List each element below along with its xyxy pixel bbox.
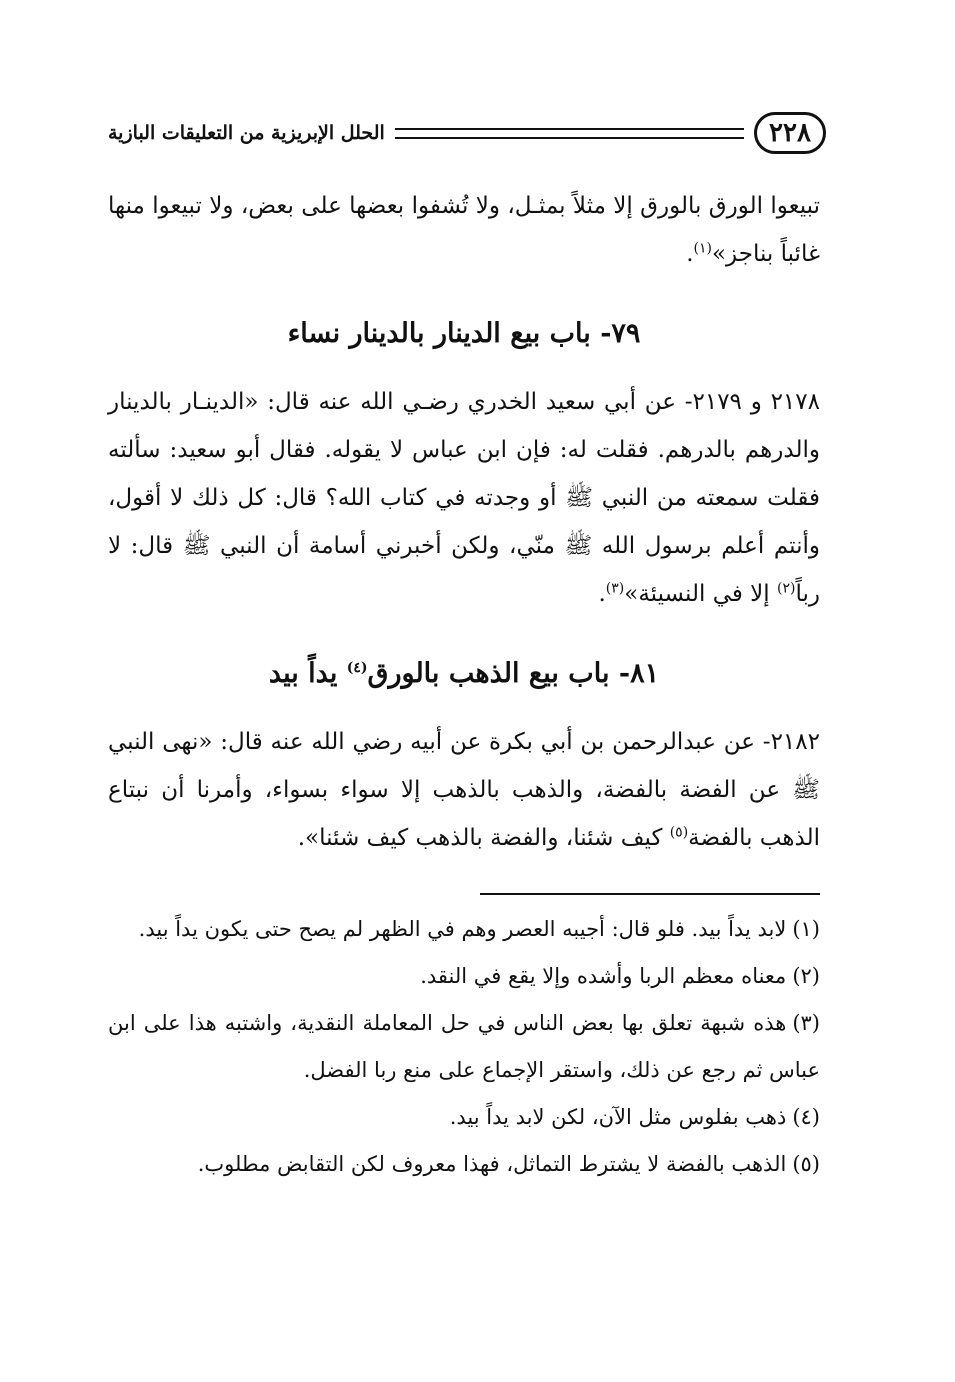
footnote-ref: (١) (693, 240, 712, 257)
page-number: ٢٢٨ (754, 112, 826, 154)
header-rule (395, 128, 744, 139)
footnote-ref: (٢) (777, 580, 796, 597)
chapter-heading: ٨١- باب بيع الذهب بالورق$^{(٤)}$ يداً بيد (268, 658, 660, 689)
footnote: (١)لابد يداً بيد. فلو قال: أجيبه العصر وهم في الظهر لم يصح حتى يكون يداً بيد. (138, 917, 820, 941)
chapter-heading: ٧٩- باب بيع الدينار بالدينار نساء (287, 318, 641, 349)
continued-paragraph: تبيعوا الورق بالورق إلا مثلاً بمثـل، ولا تُشفوا بعضها على بعض، ولا تبيعوا منها غائباً بناجز»$^{(١)}$. (108, 193, 820, 267)
footnote: (٤)ذهب بفلوس مثل الآن، لكن لابد يداً بيد. (449, 1105, 820, 1129)
footnote: (٣)هذه شبهة تعلق بها بعض الناس في حل المعاملة النقدية، واشتبه هذا على ابن عباس ثم رجع عن ذلك، واستقر الإجماع على منع ربا الفضل. (108, 1011, 820, 1082)
footnote-ref: (٥) (669, 824, 689, 841)
hadith-paragraph: ٢١٧٨ و ٢١٧٩- عن أبي سعيد الخدري رضـي الله عنه قال: «الدينـار بالدينار والدرهم بالدرهم. فقلت له: فإن ابن عباس لا يقوله. فقال أبو سعيد: سألته فقلت سمعته من النبي ﷺ أو وجدته في كتاب الله؟ قال: كل ذلك لا أقول، وأنتم أعلم برسول الله ﷺ منّي، ولكن أخبرني أسامة أن النبي ﷺ قال: لا رباً$^{(٢)}$ إلا في النسيئة»$^{(٣)}$. (108, 389, 820, 607)
footnotes (108, 906, 820, 1188)
footnote: (٥)الذهب بالفضة لا يشترط التماثل، فهذا معروف لكن التقابض مطلوب. (197, 1152, 820, 1176)
hadith-paragraph: ٢١٨٢- عن عبدالرحمن بن أبي بكرة عن أبيه رضي الله عنه قال: «نهى النبي ﷺ عن الفضة بالفضة، والذهب بالذهب إلا سواء بسواء، وأمرنا أن نبتاع الذهب بالفضة$^{(٥)}$ كيف شئنا، والفضة بالذهب كيف شئنا». (108, 729, 820, 851)
footnote-ref: (٣) (605, 580, 625, 597)
footnote-separator (480, 893, 820, 895)
footnote-ref: (٤) (346, 660, 368, 676)
footnote: (٢)معناه معظم الربا وأشده وإلا يقع في النقد. (420, 964, 820, 988)
page-header (108, 104, 826, 162)
main-text (108, 182, 820, 862)
book-title: الحلل الإبريزية من التعليقات البازية (108, 122, 385, 144)
